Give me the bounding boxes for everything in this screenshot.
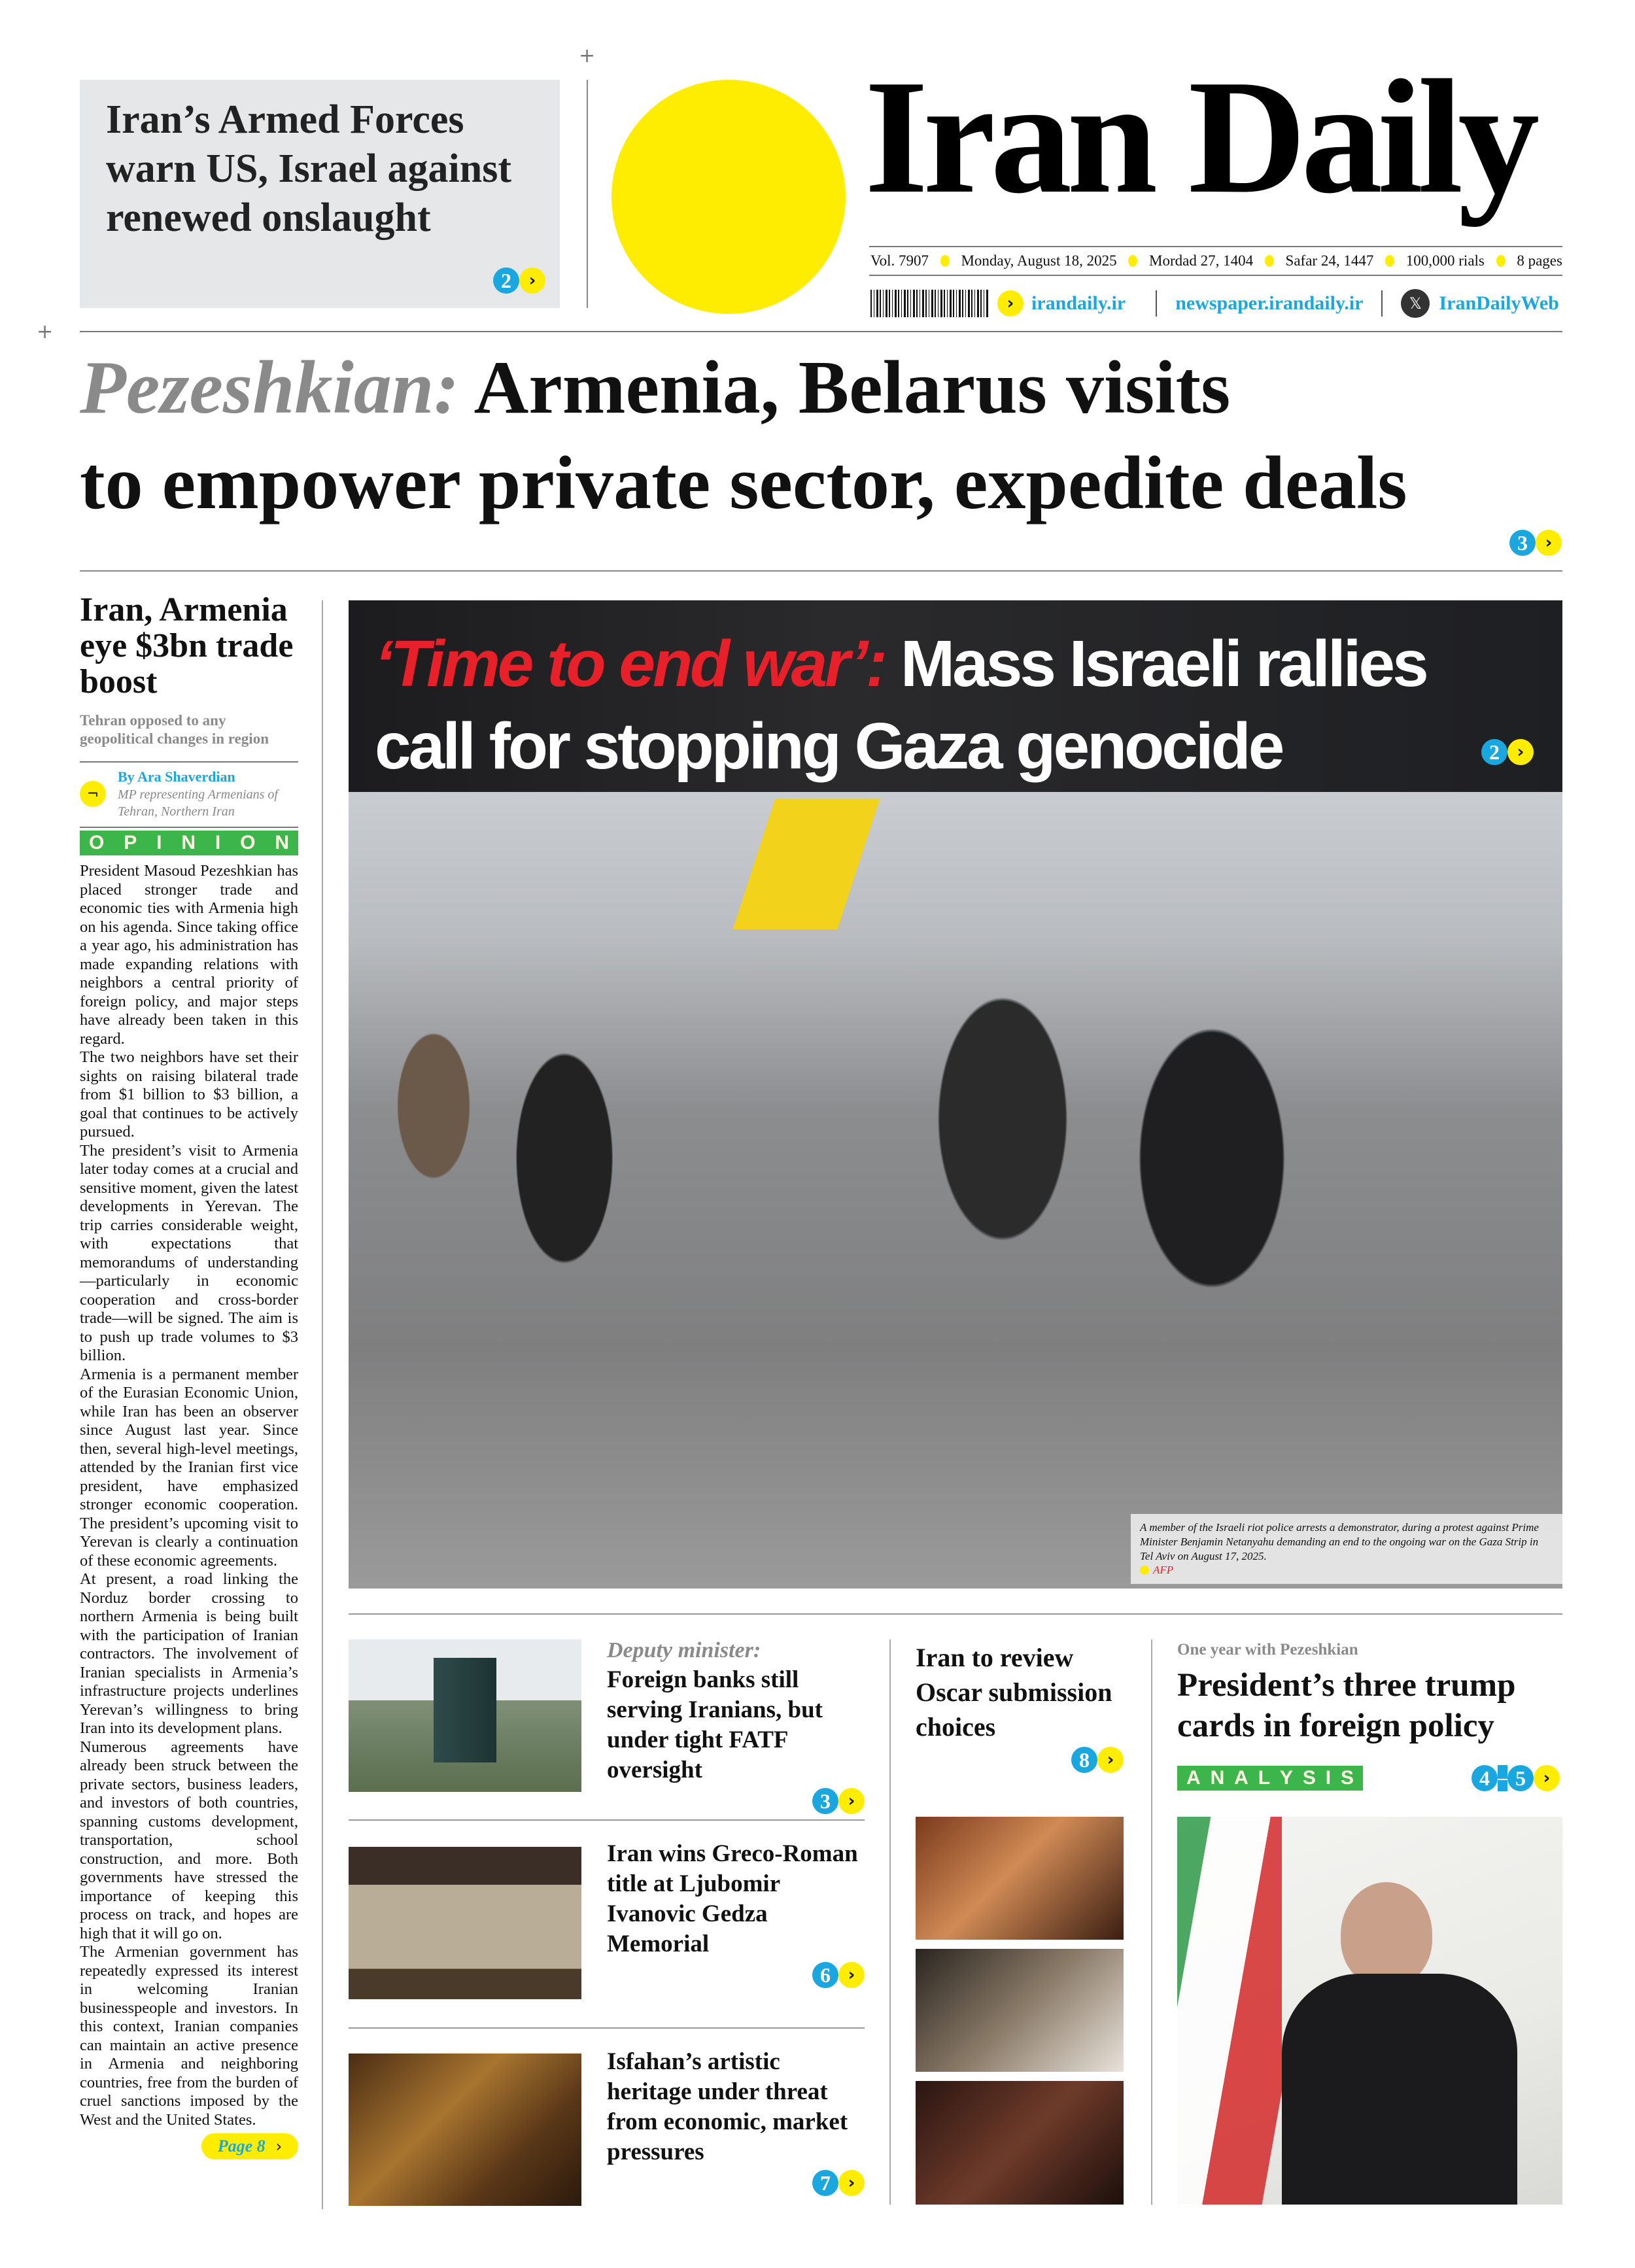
film-still-2[interactable] xyxy=(916,1949,1124,2072)
byline: By Ara Shaverdian xyxy=(118,768,235,785)
story-headline: Foreign banks still serving Iranians, but under tight FATF oversight xyxy=(607,1666,823,1783)
lead-kicker: Pezeshkian: xyxy=(80,346,459,430)
film-still-3[interactable] xyxy=(916,2081,1124,2205)
story-headline: Iran wins Greco-Roman title at Ljubomir Ivanovic Gedza Memorial xyxy=(607,1840,858,1957)
lead-headline-line1: Armenia, Belarus visits xyxy=(473,346,1231,430)
analysis-tag: A N A L Y S I S xyxy=(1177,1766,1363,1791)
page-badge[interactable] xyxy=(1481,739,1534,765)
caption-box xyxy=(1131,1514,1562,1584)
chevron-right-icon: › xyxy=(1097,1747,1124,1773)
photo-credit: AFP xyxy=(1153,1564,1174,1576)
story-headline: Isfahan’s artistic heritage under threat from economic, market pressures xyxy=(607,2048,848,2165)
divider xyxy=(869,275,1562,276)
chevron-right-icon: › xyxy=(997,290,1024,317)
volume: Vol. 7907 xyxy=(870,252,929,269)
opinion-headline[interactable]: Iran, Armenia eye $3bn trade boost xyxy=(80,591,294,700)
newspaper-link[interactable]: newspaper.irandaily.ir xyxy=(1175,292,1364,314)
photo-story-headline-line2: call for stopping Gaza genocide xyxy=(375,710,1282,783)
website-link[interactable]: irandaily.ir xyxy=(1031,292,1126,314)
chevron-right-icon: › xyxy=(838,1962,865,1988)
divider xyxy=(889,1640,891,2205)
page-badge[interactable] xyxy=(493,267,545,294)
paragraph: At present, a road linking the Norduz border crossing to northern Armenia is being built with the participation of Iranian contractors. The involvement of Iranian specialists in Armenia’s infrastructure projects underlines Yerevan’s willingness to bring Iran into its development plans. xyxy=(80,1570,298,1737)
page-badge[interactable] xyxy=(812,1788,865,1814)
teaser-box[interactable] xyxy=(80,80,560,308)
yellow-flag xyxy=(733,799,880,929)
page-link-label: Page 8 xyxy=(217,2137,266,2156)
price: 100,000 rials xyxy=(1405,252,1485,269)
paragraph: The president’s visit to Armenia later today comes at a crucial and sensitive moment, given the latest developments in Yerevan. The trip carries considerable weight, with expectations that memorandums of understanding—particularly in economic cooperation and cross-border trade—will be signed. The aim is to push up trade volumes to $3 billion. xyxy=(80,1141,298,1364)
divider xyxy=(349,1613,1562,1615)
paragraph: The Armenian government has repeatedly expressed its interest in welcoming Iranian businesspeople and investors. In this context, Iranian companies can maintain an active presence in Armenia and neighboring countries, free from the burden of cruel sanctions imposed by the West and the United States. xyxy=(80,1943,298,2129)
page-number: 8 xyxy=(1071,1747,1097,1773)
divider xyxy=(322,600,323,2209)
crop-mark: + xyxy=(37,320,54,343)
lead-headline[interactable] xyxy=(80,340,1562,531)
page-number: 7 xyxy=(812,2170,838,2196)
chevron-right-icon: › xyxy=(1507,739,1534,765)
central-bank-photo[interactable] xyxy=(349,1640,581,1792)
story-wrestling[interactable] xyxy=(607,1839,865,1988)
paragraph: The two neighbors have set their sights on raising bilateral trade from $1 billion to $3 billion, a goal that continues to be actively pursued. xyxy=(80,1048,298,1141)
photo-story-headline-line1: Mass Israeli rallies xyxy=(900,627,1426,700)
story-oscar[interactable] xyxy=(916,1640,1124,1773)
divider xyxy=(349,2027,865,2029)
opinion-body xyxy=(80,862,298,2129)
page-badge[interactable] xyxy=(812,1962,865,1988)
page-number: 2 xyxy=(493,267,519,294)
page-number: 5 xyxy=(1507,1765,1534,1791)
photo-story-kicker: ‘Time to end war’: xyxy=(375,627,886,700)
president-figure xyxy=(1341,1882,1432,1987)
chevron-right-icon: › xyxy=(838,2170,865,2196)
story-banks[interactable] xyxy=(607,1636,865,1814)
page-badge[interactable] xyxy=(1071,1747,1124,1773)
chevron-right-icon: › xyxy=(838,1788,865,1814)
date: Monday, August 18, 2025 xyxy=(961,252,1117,269)
page-badge[interactable] xyxy=(1509,530,1562,556)
story-kicker: Deputy minister: xyxy=(607,1638,761,1662)
divider xyxy=(587,80,588,308)
divider xyxy=(869,246,1562,247)
photo-story-headline-band[interactable] xyxy=(349,600,1562,792)
page-number: 4 xyxy=(1472,1765,1498,1791)
divider xyxy=(80,570,1562,572)
protest-photo[interactable] xyxy=(349,792,1562,1589)
pezeshkian-photo[interactable] xyxy=(1177,1817,1562,2205)
issue-info xyxy=(870,250,1562,272)
opinion-quote-icon: ¬ xyxy=(80,781,106,807)
chevron-right-icon: › xyxy=(519,267,545,294)
barcode xyxy=(870,290,990,317)
page-badge[interactable] xyxy=(812,2170,865,2196)
story-analysis[interactable] xyxy=(1177,1639,1562,1746)
crop-mark: + xyxy=(579,44,596,67)
page-number: 3 xyxy=(812,1788,838,1814)
links-row xyxy=(870,288,1562,319)
persian-date: Mordad 27, 1404 xyxy=(1149,252,1254,269)
yellow-circle-logo xyxy=(611,80,846,314)
story-headline: Iran to review Oscar submission choices xyxy=(916,1643,1112,1742)
page-8-link[interactable] xyxy=(201,2133,298,2159)
page-count: 8 pages xyxy=(1517,252,1562,269)
byline-block xyxy=(80,763,298,827)
opinion-subhead: Tehran opposed to any geopolitical changes in region xyxy=(80,712,269,747)
social-link[interactable]: IranDailyWeb xyxy=(1439,292,1559,314)
chevron-right-icon: › xyxy=(1536,530,1562,556)
author-role: MP representing Armenians of Tehran, Northern Iran xyxy=(118,787,278,819)
lunar-date: Safar 24, 1447 xyxy=(1285,252,1374,269)
page-badge[interactable]: 4 – 5 › xyxy=(1472,1765,1560,1791)
opinion-column xyxy=(80,592,298,2159)
story-kicker: One year with Pezeshkian xyxy=(1177,1641,1358,1658)
teaser-headline[interactable]: Iran’s Armed Forces warn US, Israel against renewed onslaught xyxy=(106,97,512,240)
paragraph: President Masoud Pezeshkian has placed stronger trade and economic ties with Armenia high on his agenda. Since taking office a year ago, his administration has made expanding relations with neighbors a central priority of foreign policy, and major steps have already been taken in this regard. xyxy=(80,862,298,1048)
isfahan-shop-photo[interactable] xyxy=(349,2053,581,2206)
page-number: 3 xyxy=(1509,530,1536,556)
photo-caption: A member of the Israeli riot police arrests a demonstrator, during a protest against Prime Minister Benjamin Netanyahu demanding an end to the ongoing war on the Gaza Strip in Tel Aviv on August 17, 2025. xyxy=(1140,1521,1539,1562)
divider xyxy=(349,1819,865,1821)
iran-flag xyxy=(1177,1817,1282,2205)
paragraph: Numerous agreements have already been struck between the private sectors, business leaders, and investors of both countries, spanning customs development, transportation, school construction, and more. Both governments have stressed the importance of keeping this process on track, and hopes are high that it will go on. xyxy=(80,1738,298,1942)
page-number: 2 xyxy=(1481,739,1507,765)
story-isfahan[interactable] xyxy=(607,2047,865,2196)
opinion-tag: O P I N I O N xyxy=(80,831,298,855)
chevron-right-icon: › xyxy=(1534,1765,1560,1791)
lead-headline-line2: to empower private sector, expedite deals xyxy=(80,441,1407,525)
divider xyxy=(1151,1640,1152,2205)
x-icon: 𝕏 xyxy=(1401,289,1430,318)
president-suit xyxy=(1282,1974,1517,2205)
chevron-right-icon: › xyxy=(275,2137,283,2156)
paragraph: Armenia is a permanent member of the Eurasian Economic Union, while Iran has been an observer since August last year. Since then, several high-level meetings, attended by the Iranian first vice president, have emphasized stronger economic cooperation. The president’s upcoming visit to Yerevan is clearly a continuation of these economic agreements. xyxy=(80,1365,298,1570)
story-headline: President’s three trump cards in foreign policy xyxy=(1177,1667,1516,1744)
wrestling-team-photo[interactable] xyxy=(349,1847,581,1999)
divider xyxy=(80,331,1562,332)
masthead-title[interactable]: Iran Daily xyxy=(865,46,1535,228)
page-number: 6 xyxy=(812,1962,838,1988)
film-still-1[interactable] xyxy=(916,1817,1124,1940)
